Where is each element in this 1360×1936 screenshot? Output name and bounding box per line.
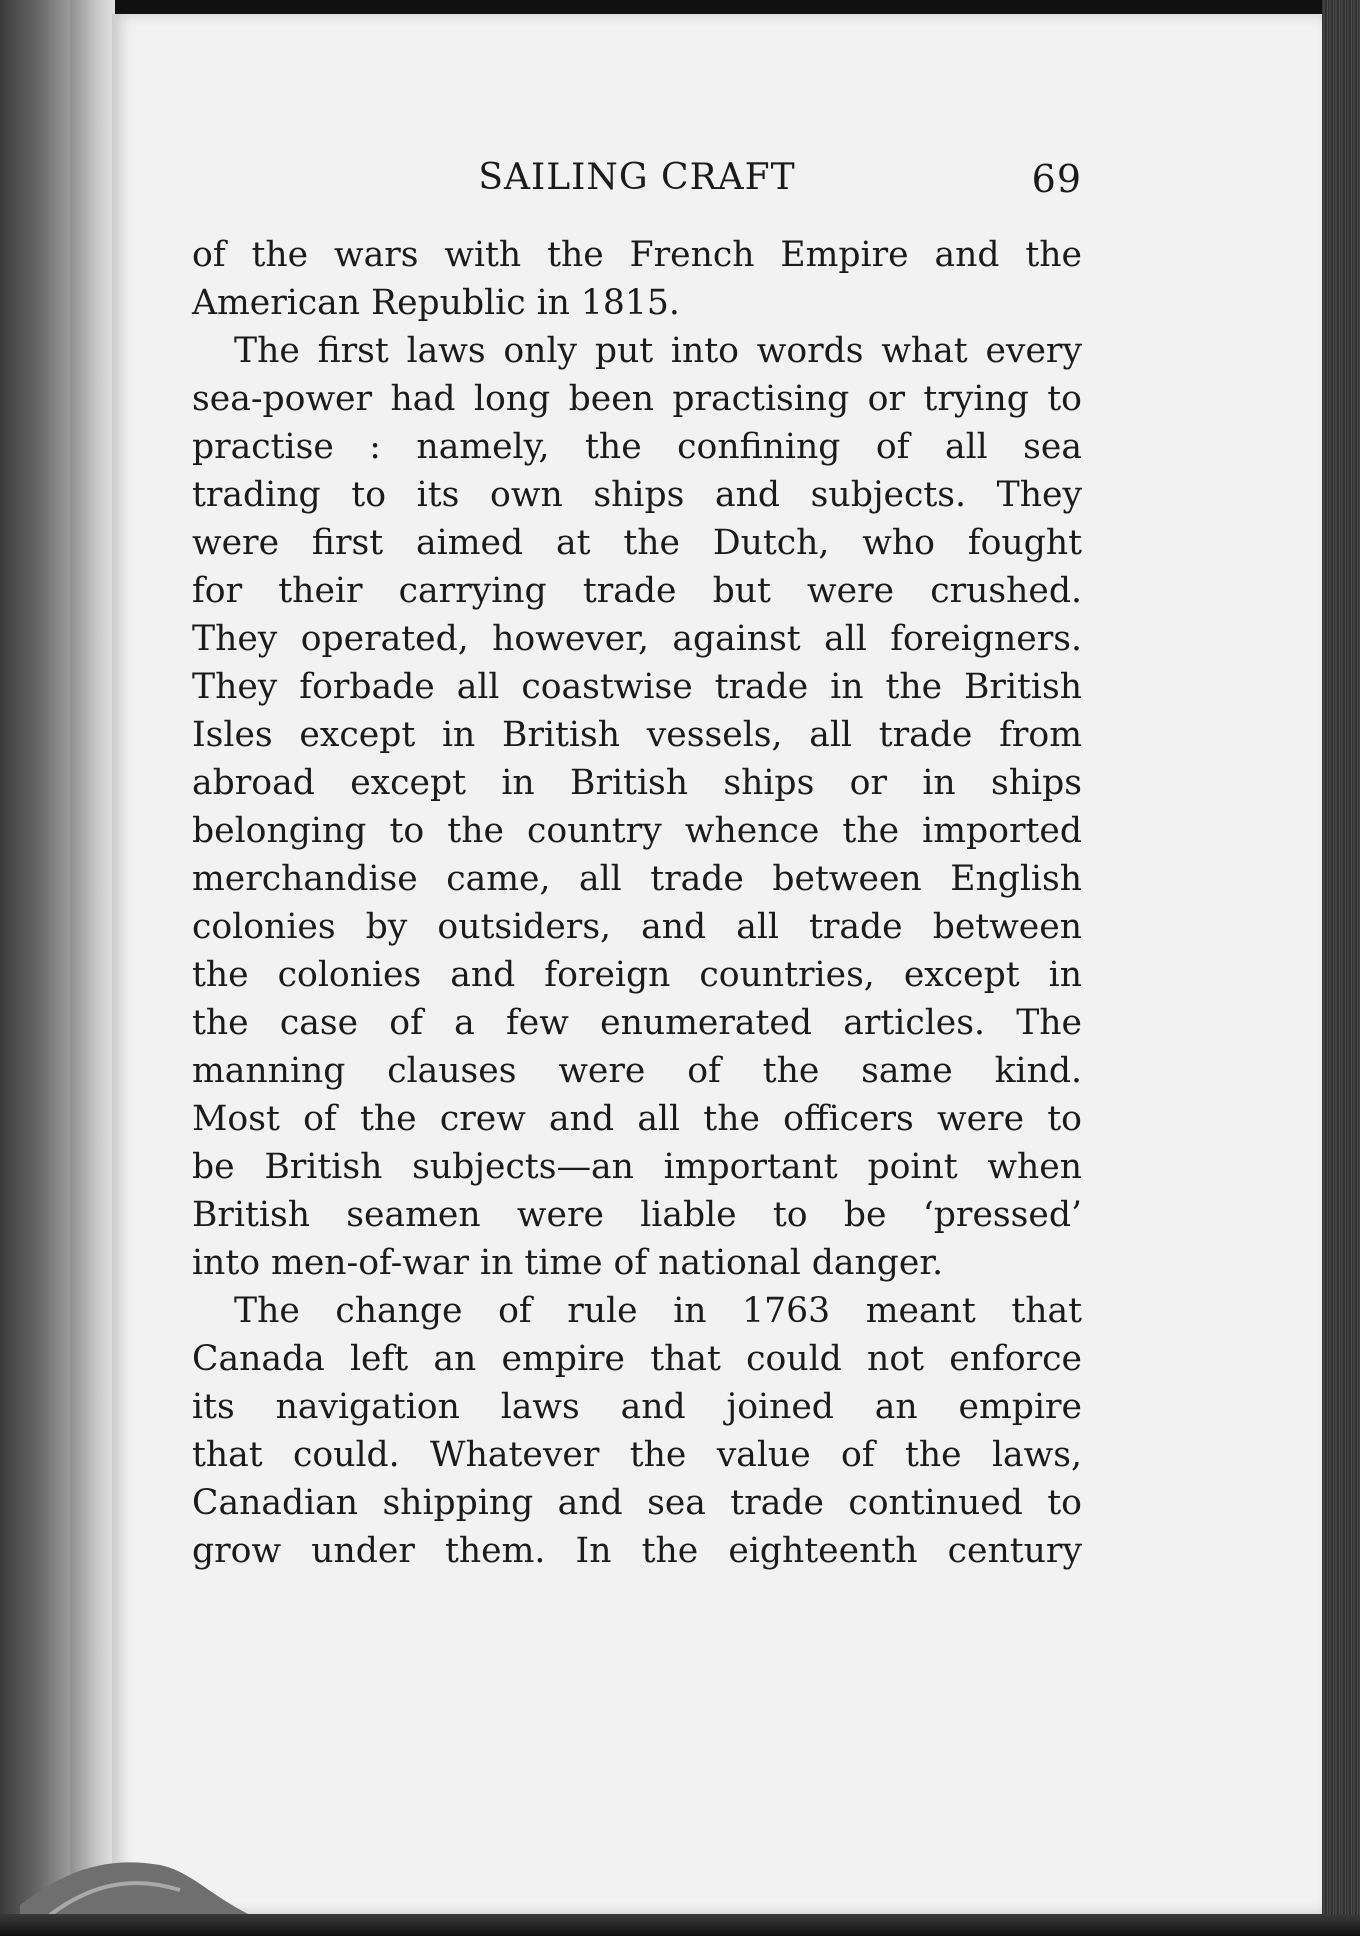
text-line: sea-power had long been practising or trying to bbox=[192, 379, 1082, 419]
text-line: its navigation laws and joined an empire bbox=[192, 1387, 1082, 1427]
top-shadow bbox=[0, 0, 1360, 14]
book-page bbox=[112, 14, 1322, 1914]
text-line: The change of rule in 1763 meant that bbox=[234, 1291, 1082, 1331]
book-gutter bbox=[70, 0, 115, 1936]
text-line: abroad except in British ships or in ships bbox=[192, 763, 1082, 803]
right-page-edges bbox=[1322, 0, 1360, 1936]
text-line: trading to its own ships and subjects. They bbox=[192, 475, 1082, 515]
text-line: British seamen were liable to be ‘pressed’ bbox=[192, 1195, 1082, 1235]
text-line: that could. Whatever the value of the laws, bbox=[192, 1435, 1082, 1475]
text-line: for their carrying trade but were crushed. bbox=[192, 571, 1082, 611]
text-line: grow under them. In the eighteenth century bbox=[192, 1531, 1082, 1571]
text-line: Most of the crew and all the officers were to bbox=[192, 1099, 1082, 1139]
text-line: Canada left an empire that could not enforce bbox=[192, 1339, 1082, 1379]
running-head bbox=[192, 149, 1082, 209]
text-line: practise : namely, the confining of all sea bbox=[192, 427, 1082, 467]
bottom-shadow bbox=[0, 1914, 1360, 1936]
text-line: the colonies and foreign countries, except in bbox=[192, 955, 1082, 995]
text-line: of the wars with the French Empire and the bbox=[192, 235, 1082, 275]
text-line: The first laws only put into words what every bbox=[234, 331, 1082, 371]
text-line: were first aimed at the Dutch, who fought bbox=[192, 523, 1082, 563]
text-line: the case of a few enumerated articles. The bbox=[192, 1003, 1082, 1043]
text-line: into men-of-war in time of national danger. bbox=[192, 1243, 944, 1283]
body-text bbox=[192, 231, 1082, 1575]
text-line: colonies by outsiders, and all trade between bbox=[192, 907, 1082, 947]
text-line: belonging to the country whence the imported bbox=[192, 811, 1082, 851]
text-line: Isles except in British vessels, all trade from bbox=[192, 715, 1082, 755]
text-line: merchandise came, all trade between English bbox=[192, 859, 1082, 899]
text-line: American Republic in 1815. bbox=[192, 283, 680, 323]
page-number: 69 bbox=[1031, 157, 1082, 201]
ribbon-bookmark bbox=[20, 1835, 260, 1925]
text-line: be British subjects—an important point when bbox=[192, 1147, 1082, 1187]
running-title: SAILING CRAFT bbox=[478, 157, 796, 198]
text-line: Canadian shipping and sea trade continued to bbox=[192, 1483, 1082, 1523]
text-line: They operated, however, against all foreigners. bbox=[192, 619, 1082, 659]
text-line: They forbade all coastwise trade in the British bbox=[192, 667, 1082, 707]
text-line: manning clauses were of the same kind. bbox=[192, 1051, 1082, 1091]
page-content bbox=[192, 149, 1082, 1575]
